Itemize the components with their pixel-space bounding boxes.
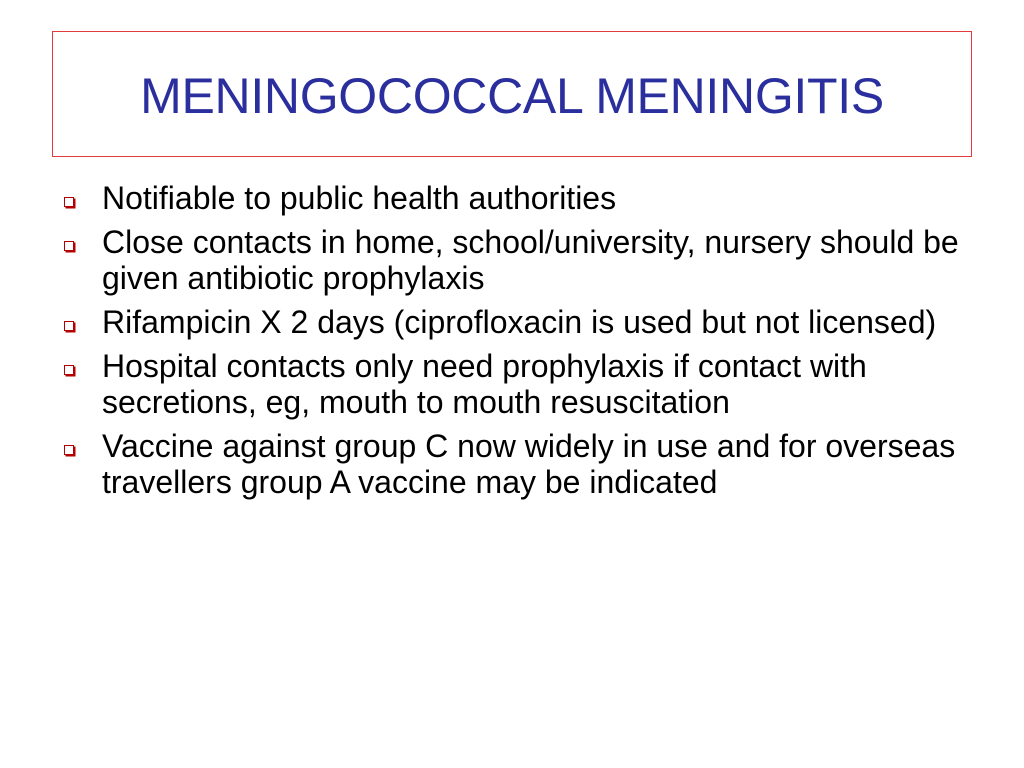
list-item xyxy=(60,304,960,340)
square-bullet-icon xyxy=(64,241,74,251)
square-bullet-icon xyxy=(64,365,74,375)
slide-title: MENINGOCOCCAL MENINGITIS xyxy=(140,68,884,124)
bullet-text: Vaccine against group C now widely in use and for overseas travellers group A vaccine may be indicated xyxy=(102,428,956,500)
square-bullet-icon xyxy=(64,321,74,331)
list-item xyxy=(60,180,960,216)
list-item xyxy=(60,224,960,296)
bullet-list xyxy=(60,180,960,508)
list-item xyxy=(60,348,960,420)
square-bullet-icon xyxy=(64,197,74,207)
square-bullet-icon xyxy=(64,445,74,455)
title-box xyxy=(52,31,972,157)
bullet-text: Notifiable to public health authorities xyxy=(102,180,617,216)
list-item xyxy=(60,428,960,500)
bullet-text: Hospital contacts only need prophylaxis if contact with secretions, eg, mouth to mouth resuscitation xyxy=(102,348,867,420)
bullet-text: Rifampicin X 2 days (ciprofloxacin is used but not licensed) xyxy=(102,304,937,340)
bullet-text: Close contacts in home, school/university, nursery should be given antibiotic prophylaxis xyxy=(102,224,959,296)
